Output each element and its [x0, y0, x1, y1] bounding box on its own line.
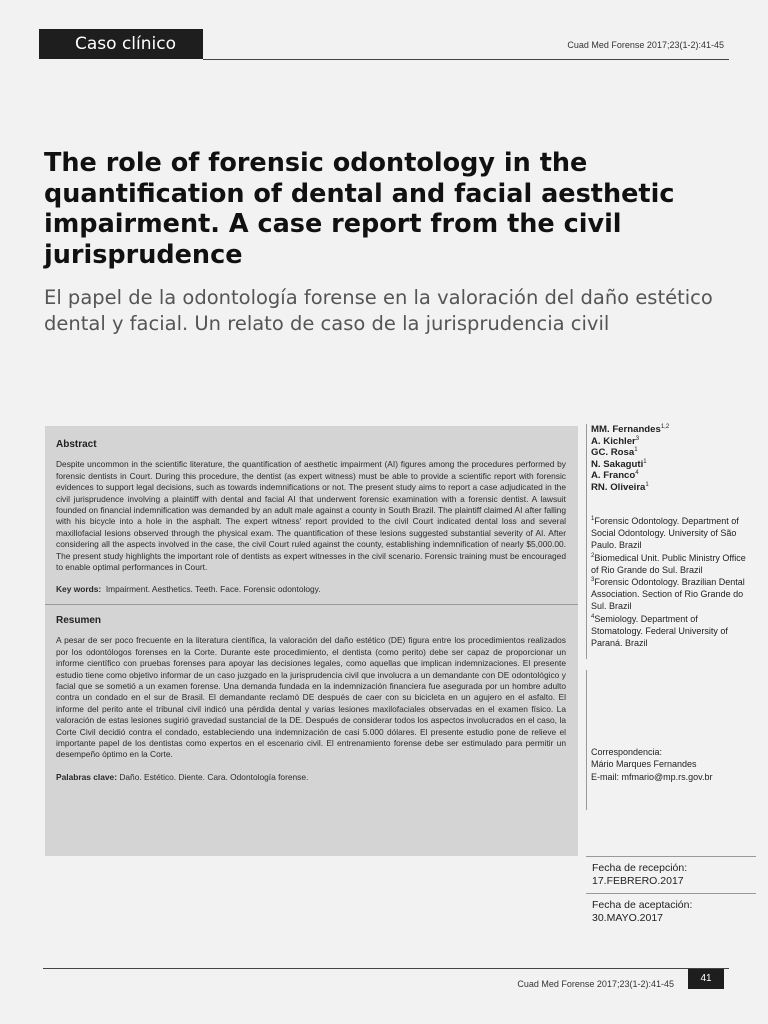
resumen-keywords: Palabras clave: Daño. Estético. Diente. Cara. Odontología forense.: [56, 771, 309, 782]
affiliations: [591, 515, 751, 649]
accepted-label: Fecha de aceptación:: [592, 899, 693, 911]
sidebar-rule: [586, 424, 587, 659]
received-label: Fecha de recepción:: [592, 862, 688, 874]
header-rule: [203, 59, 729, 60]
author: GC. Rosa$^1$: [591, 447, 638, 459]
author: A. Franco$^4$: [591, 470, 639, 482]
keywords-label: Key words: [56, 584, 99, 595]
journal-reference-footer: Cuad Med Forense 2017;23(1-2):41-45: [517, 979, 674, 989]
accepted-date: [592, 899, 752, 925]
abstract-text: Despite uncommon in the scientific literature, the quantification of aesthetic impairment (AI) figures among the procedures performed by forensic dentists in Court. During this procedure, the dentist (as expert witness) must be able to provide a scientific report with forensic evidences to support legal decisions, such as towards indemnifications or not. The present study aims to report a case adjudicated in the civil jurisprudence involving a plaintiff with dental and facial AI that underwent forensic examination with a forensic dentist. A lawsuit founded on financial indemnification was demanded by an adult male against a county in South Brazil. The plaintiff claimed AI after falling with his bicycle into a hole in the asphalt. The expert witness' report provided to the civil Court indicated dental loss and several maxillofacial lesions observed through the physical exam. The quantification of these lesions suggested substantial severity of AI. After considering all the aspects involved in the case, the civil Court ruled against the county, establishing indemnification of nearly $5,000.00. The present study highlights the important role of dentists as expert witnesses in the civil scenario. Forensic training must be encouraged to enable optimal performances in Court.: [56, 459, 566, 573]
affiliation: $^4$Semiology. Department of Stomatology. Federal University of Paraná. Brazil: [591, 613, 728, 649]
correspondence-label: Correspondencia:: [591, 747, 663, 757]
abstract-box: [45, 426, 578, 856]
sidebar-rule: [586, 670, 587, 810]
author: RN. Oliveira$^1$: [591, 481, 649, 493]
dates-rule: [586, 893, 756, 894]
resumen-section: [56, 615, 566, 783]
accepted-value: 30.MAYO.2017: [592, 912, 664, 924]
palabras-clave-list: Daño. Estético. Diente. Cara. Odontología forense.: [119, 771, 309, 782]
journal-reference-header: Cuad Med Forense 2017;23(1-2):41-45: [567, 40, 724, 50]
abstract-divider: [45, 604, 578, 605]
section-tag: Caso clínico: [39, 29, 203, 59]
footer-rule: [43, 968, 729, 969]
palabras-clave-label: Palabras clave: [56, 771, 115, 782]
author: MM. Fernandes$^{1,2}$: [591, 423, 670, 435]
affiliation: $^3$Forensic Odontology. Brazilian Dental Association. Section of Rio Grande do Sul. Brazil: [591, 577, 745, 612]
author: A. Kichler$^3$: [591, 435, 640, 447]
article-title-spanish: El papel de la odontología forense en la valoración del daño estético dental y facial. Un relato de caso de la jurisprudencia civil: [44, 286, 713, 335]
keywords-list: Impairment. Aesthetics. Teeth. Face. Forensic odontology.: [105, 584, 321, 595]
article-title-english: The role of forensic odontology in the quantification of dental and facial aesthetic impairment. A case report from the civil jurisprudence: [44, 148, 675, 270]
affiliation: $^2$Biomedical Unit. Public Ministry Office of Rio Grande do Sul. Brazil: [591, 552, 746, 575]
page-number: 41: [688, 969, 724, 989]
resumen-text: A pesar de ser poco frecuente en la literatura científica, la valoración del daño estético (DE) figura entre los procedimientos realizados por los odontólogos forenses en la Corte. Durante este procedimiento, el dentista (como perito) debe ser capaz de proporcionar un informe científico con pruebas forenses para apoyar las decisiones legales, como aquellas que implican indemnizaciones. El presente estudio tiene como objetivo informar de un caso juzgado en la jurisprudencia civil que involucra a un demandante con DE odontológico y facial que se sometió a un examen forense. Una demanda fundada en la indemnización financiera fue asegurada por un hombre adulto contra un condado en el sur de Brasil. El demandante reclamó DE después de caer con su bicicleta en un agujero en el asfalto. El informe del perito ante el tribunal civil indicó una pérdida dental y varias lesiones maxilofaciales observadas en el examen físico. La valoración de estas lesiones sugirió gravedad sustancial de la DE. Después de considerar todos los aspectos involucrados en el caso, la Corte Civil decidió contra el condado, estableciendo una indemnización de casi 5.000 dólares. El presente estudio pone de relieve el importante papel de los dentistas como expertos en el escenario civil. El entrenamiento forense debe ser estimulado para permitir un desempeño óptimo en la Corte.: [56, 635, 566, 760]
received-date: [592, 862, 752, 888]
correspondence-email[interactable]: E-mail: mfmario@mp.rs.gov.br: [591, 771, 713, 782]
abstract-keywords: Key words: Impairment. Aesthetics. Teeth. Face. Forensic odontology.: [56, 584, 321, 595]
author-list: [591, 424, 751, 494]
affiliation: $^1$Forensic Odontology. Department of Social Odontology. University of São Paulo. Brazil: [591, 516, 739, 551]
resumen-heading: Resumen: [56, 614, 102, 626]
received-value: 17.FEBRERO.2017: [592, 875, 684, 887]
author: N. Sakaguti$^1$: [591, 458, 647, 470]
dates-rule: [586, 856, 756, 857]
correspondence: [591, 746, 751, 783]
abstract-heading: Abstract: [56, 439, 97, 450]
correspondence-name: Mário Marques Fernandes: [591, 759, 697, 770]
